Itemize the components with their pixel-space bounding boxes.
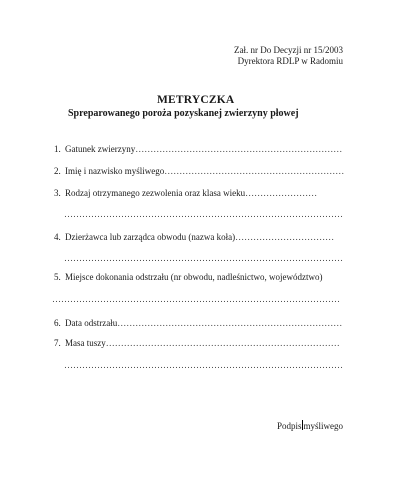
item-label: Imię i nazwisko myśliwego	[65, 166, 165, 176]
item-number: 2.	[54, 166, 61, 176]
form-item-species[interactable]	[54, 144, 342, 155]
item-number: 3.	[54, 188, 61, 198]
item-label: Miejsce dokonania odstrzału (nr obwodu, nadleśnictwo, województwo)	[65, 272, 323, 282]
fill-line-continuation[interactable]: ……………………………………………………………………………………	[52, 294, 340, 304]
form-item-cull-location[interactable]	[54, 272, 322, 283]
form-item-cull-date[interactable]	[54, 318, 342, 329]
issuer-line: Dyrektora RDLP w Radomiu	[237, 56, 343, 66]
fill-line-continuation[interactable]: …………………………………………………………………………………	[64, 253, 343, 263]
form-item-permit-type[interactable]	[54, 188, 317, 199]
fill-line[interactable]: …………………………………………………………………	[117, 318, 343, 328]
signature-label[interactable]	[277, 420, 343, 431]
item-label: Gatunek zwierzyny	[65, 144, 136, 154]
item-number: 6.	[54, 318, 61, 328]
document-title: METRYCZKA	[157, 94, 235, 106]
fill-line[interactable]: ……………………………	[235, 232, 335, 242]
form-item-lease-holder[interactable]	[54, 232, 334, 243]
item-number: 1.	[54, 144, 61, 154]
fill-line[interactable]: ……………………………………………………………	[135, 144, 343, 154]
signature-label-part: Podpis	[276, 421, 302, 431]
signature-label-part: myśliwego	[303, 421, 343, 431]
item-number: 4.	[54, 232, 61, 242]
fill-line[interactable]: ……………………	[245, 188, 318, 198]
item-number: 7.	[54, 338, 61, 348]
item-label: Rodzaj otrzymanego zezwolenia oraz klasa wieku	[65, 188, 246, 198]
item-label: Masa tuszy	[65, 338, 106, 348]
attachment-reference: Zał. nr Do Decyzji nr 15/2003	[234, 45, 343, 55]
fill-line[interactable]: ……………………………………………………………………	[105, 338, 340, 348]
form-item-carcass-mass[interactable]	[54, 338, 340, 349]
fill-line[interactable]: ……………………………………………………	[164, 166, 345, 176]
fill-line-continuation[interactable]: …………………………………………………………………………………	[64, 360, 343, 370]
form-item-hunter-name[interactable]	[54, 166, 344, 177]
item-label: Dzierżawca lub zarządca obwodu (nazwa koła)	[65, 232, 236, 242]
fill-line-continuation[interactable]: …………………………………………………………………………………	[64, 209, 343, 219]
item-number: 5.	[54, 272, 61, 282]
item-label: Data odstrzału	[65, 318, 118, 328]
document-subtitle: Spreparowanego poroża pozyskanej zwierzyny płowej	[68, 108, 299, 119]
